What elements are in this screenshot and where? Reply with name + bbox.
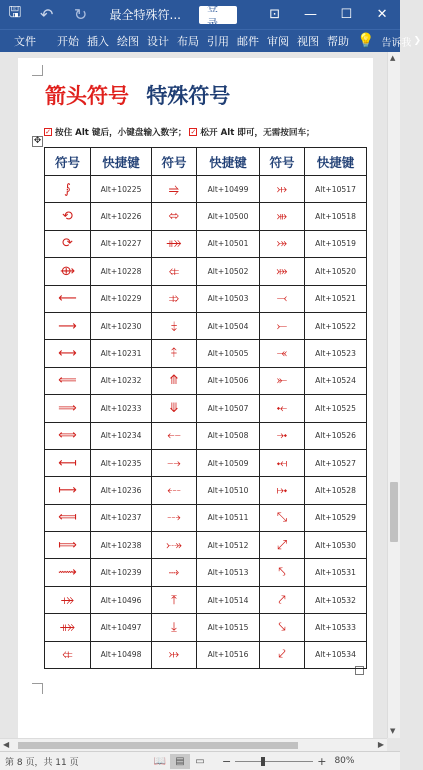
maximize-icon[interactable]: ☐ bbox=[340, 7, 353, 22]
document-title: 最全特殊符... bbox=[109, 8, 181, 22]
shortcut-cell: Alt+10498 bbox=[91, 641, 152, 668]
table-row bbox=[45, 258, 367, 285]
shortcut-cell: Alt+10527 bbox=[305, 449, 367, 476]
shortcut-cell: Alt+10524 bbox=[305, 367, 367, 394]
vertical-scroll-thumb[interactable] bbox=[390, 482, 398, 542]
scroll-right-icon[interactable]: ▶ bbox=[377, 740, 384, 749]
tab-view[interactable]: 视图 bbox=[297, 35, 319, 48]
symbol-cell: ⤡ bbox=[260, 504, 305, 531]
shortcut-cell: Alt+10236 bbox=[91, 477, 152, 504]
zoom-in-icon[interactable]: + bbox=[317, 754, 327, 768]
shortcut-cell: Alt+10234 bbox=[91, 422, 152, 449]
symbol-table bbox=[44, 147, 367, 669]
symbol-cell: ⤐ bbox=[152, 532, 197, 559]
symbol-cell: ⤊ bbox=[152, 367, 197, 394]
symbol-cell: ⟻ bbox=[45, 449, 91, 476]
table-row bbox=[45, 559, 367, 586]
shortcut-cell: Alt+10532 bbox=[305, 586, 367, 613]
scroll-down-icon[interactable]: ▼ bbox=[390, 727, 396, 735]
title-bar bbox=[0, 0, 400, 29]
zoom-slider-thumb[interactable] bbox=[261, 757, 265, 766]
shortcut-cell: Alt+10519 bbox=[305, 230, 367, 257]
table-row bbox=[45, 230, 367, 257]
shortcut-cell: Alt+10525 bbox=[305, 395, 367, 422]
ribbon-collapse-icon[interactable]: ❯ bbox=[413, 36, 421, 46]
page-count[interactable]: 第 8 页，共 11 页 bbox=[5, 757, 79, 768]
table-row bbox=[45, 477, 367, 504]
zoom-out-icon[interactable]: − bbox=[222, 754, 232, 768]
scroll-up-icon[interactable]: ▲ bbox=[390, 54, 396, 62]
instruction-text-1: 按住 Alt 键后，小键盘输入数字； bbox=[55, 128, 187, 138]
symbol-cell: ⤁ bbox=[45, 614, 91, 641]
shortcut-cell: Alt+10239 bbox=[91, 559, 152, 586]
symbol-cell: ⤂ bbox=[152, 258, 197, 285]
table-row bbox=[45, 285, 367, 312]
table-row bbox=[45, 449, 367, 476]
symbol-cell: ⟷ bbox=[45, 340, 91, 367]
table-row bbox=[45, 312, 367, 339]
tab-file[interactable]: 文件 bbox=[14, 35, 36, 48]
shortcut-cell: Alt+10515 bbox=[197, 614, 260, 641]
shortcut-cell: Alt+10514 bbox=[197, 586, 260, 613]
horizontal-scroll-thumb[interactable] bbox=[18, 742, 298, 749]
shortcut-cell: Alt+10237 bbox=[91, 504, 152, 531]
minimize-icon[interactable]: — bbox=[304, 7, 317, 22]
shortcut-cell: Alt+10507 bbox=[197, 395, 260, 422]
symbol-cell: ⟹ bbox=[45, 395, 91, 422]
table-header-row bbox=[45, 148, 367, 176]
shortcut-cell: Alt+10533 bbox=[305, 614, 367, 641]
shortcut-cell: Alt+10510 bbox=[197, 477, 260, 504]
ribbon-tabs bbox=[0, 29, 421, 52]
symbol-cell: ⤗ bbox=[260, 258, 305, 285]
symbol-cell: ⤤ bbox=[260, 586, 305, 613]
tab-review[interactable]: 审阅 bbox=[267, 35, 289, 48]
shortcut-cell: Alt+10235 bbox=[91, 449, 152, 476]
symbol-cell: ⤉ bbox=[152, 340, 197, 367]
heading-arrow-symbols: 箭头符号 bbox=[45, 84, 129, 108]
crop-mark-top-left bbox=[32, 65, 43, 76]
shortcut-cell: Alt+10502 bbox=[197, 258, 260, 285]
shortcut-cell: Alt+10517 bbox=[305, 176, 367, 203]
shortcut-cell: Alt+10531 bbox=[305, 559, 367, 586]
symbol-cell: ⥤ bbox=[152, 176, 197, 203]
checkbox-icon: ✓ bbox=[45, 128, 51, 136]
shortcut-cell: Alt+10526 bbox=[305, 422, 367, 449]
shortcut-cell: Alt+10522 bbox=[305, 312, 367, 339]
header-shortcut: 快捷键 bbox=[197, 148, 260, 176]
tell-me-box[interactable] bbox=[378, 30, 411, 53]
symbol-cell: ⤃ bbox=[152, 285, 197, 312]
symbol-cell: ⤠ bbox=[260, 477, 305, 504]
table-row bbox=[45, 504, 367, 531]
tell-me-label: 告诉我 bbox=[381, 37, 412, 49]
shortcut-cell: Alt+10504 bbox=[197, 312, 260, 339]
shortcut-cell: Alt+10530 bbox=[305, 532, 367, 559]
table-row bbox=[45, 532, 367, 559]
table-move-handle[interactable]: ✥ bbox=[33, 136, 42, 146]
symbol-cell: ⤔ bbox=[260, 176, 305, 203]
scroll-left-icon[interactable]: ◀ bbox=[3, 740, 10, 749]
shortcut-cell: Alt+10513 bbox=[197, 559, 260, 586]
tab-mailings[interactable]: 邮件 bbox=[237, 35, 259, 48]
web-layout-icon[interactable]: ▭ bbox=[195, 755, 205, 767]
shortcut-cell: Alt+10500 bbox=[197, 203, 260, 230]
shortcut-cell: Alt+10503 bbox=[197, 285, 260, 312]
symbol-cell: ⤥ bbox=[260, 614, 305, 641]
shortcut-cell: Alt+10231 bbox=[91, 340, 152, 367]
symbol-cell: ⟽ bbox=[45, 504, 91, 531]
symbol-cell: ⤔ bbox=[152, 641, 197, 668]
shortcut-cell: Alt+10501 bbox=[197, 230, 260, 257]
print-layout-icon[interactable]: ▤ bbox=[170, 754, 190, 769]
shortcut-cell: Alt+10497 bbox=[91, 614, 152, 641]
shortcut-cell: Alt+10233 bbox=[91, 395, 152, 422]
login-button[interactable]: 登录 bbox=[199, 6, 237, 24]
tab-help[interactable]: 帮助 bbox=[327, 35, 349, 48]
shortcut-cell: Alt+10505 bbox=[197, 340, 260, 367]
symbol-cell: ⤁ bbox=[152, 230, 197, 257]
checkbox-icon: ✓ bbox=[190, 128, 197, 136]
table-row bbox=[45, 422, 367, 449]
document-area[interactable] bbox=[0, 52, 387, 738]
shortcut-cell: Alt+10232 bbox=[91, 367, 152, 394]
symbol-cell: ⤖ bbox=[260, 230, 305, 257]
table-row bbox=[45, 176, 367, 203]
symbol-cell: ⤌ bbox=[152, 422, 197, 449]
symbol-cell: ⟳ bbox=[45, 230, 91, 257]
zoom-level[interactable]: 80% bbox=[334, 756, 355, 766]
lightbulb-icon[interactable]: 💡 bbox=[357, 33, 375, 49]
symbol-cell: ⤕ bbox=[260, 203, 305, 230]
symbol-cell: ⟶ bbox=[45, 312, 91, 339]
shortcut-cell: Alt+10523 bbox=[305, 340, 367, 367]
vertical-scrollbar[interactable] bbox=[387, 52, 400, 738]
document-heading bbox=[45, 80, 230, 110]
header-shortcut: 快捷键 bbox=[305, 148, 367, 176]
tab-draw[interactable]: 绘图 bbox=[117, 35, 139, 48]
symbol-cell: ⤞ bbox=[260, 422, 305, 449]
tab-layout[interactable]: 布局 bbox=[177, 35, 199, 48]
heading-special-symbols: 特殊符号 bbox=[146, 84, 231, 108]
table-row bbox=[45, 203, 367, 230]
shortcut-cell: Alt+10509 bbox=[197, 449, 260, 476]
shortcut-cell: Alt+10229 bbox=[91, 285, 152, 312]
tab-insert[interactable]: 插入 bbox=[87, 35, 109, 48]
symbol-cell: ⟵ bbox=[45, 285, 91, 312]
instruction-line bbox=[44, 126, 374, 138]
save-icon[interactable]: 🖫 bbox=[8, 3, 22, 21]
symbol-cell: ⤟ bbox=[260, 449, 305, 476]
table-row bbox=[45, 586, 367, 613]
symbol-cell: ⬄ bbox=[152, 203, 197, 230]
table-row bbox=[45, 614, 367, 641]
symbol-cell: ⤀ bbox=[45, 586, 91, 613]
symbol-cell: ⤙ bbox=[260, 285, 305, 312]
symbol-cell: ⤍ bbox=[152, 449, 197, 476]
shortcut-cell: Alt+10511 bbox=[197, 504, 260, 531]
header-symbol: 符号 bbox=[45, 148, 91, 176]
symbol-cell: ⤣ bbox=[260, 559, 305, 586]
shortcut-cell: Alt+10230 bbox=[91, 312, 152, 339]
document-page[interactable] bbox=[18, 58, 373, 748]
shortcut-cell: Alt+10512 bbox=[197, 532, 260, 559]
instruction-text-2: 松开 Alt 即可，无需按回车； bbox=[200, 128, 315, 138]
symbol-cell: ⟺ bbox=[45, 422, 91, 449]
symbol-cell: ⤚ bbox=[260, 312, 305, 339]
symbol-cell: ⨓ bbox=[45, 176, 91, 203]
symbol-cell: ⟲ bbox=[45, 203, 91, 230]
symbol-cell: ⤓ bbox=[152, 614, 197, 641]
shortcut-cell: Alt+10506 bbox=[197, 367, 260, 394]
redo-icon[interactable]: ↻ bbox=[73, 5, 88, 24]
symbol-cell: ⟿ bbox=[45, 559, 91, 586]
header-shortcut: 快捷键 bbox=[91, 148, 152, 176]
crop-mark-bottom-left bbox=[32, 683, 43, 694]
symbol-cell: ⤒ bbox=[152, 586, 197, 613]
shortcut-cell: Alt+10228 bbox=[91, 258, 152, 285]
shortcut-cell: Alt+10496 bbox=[91, 586, 152, 613]
read-mode-icon[interactable]: 📖 bbox=[153, 755, 167, 767]
symbol-cell: ⤝ bbox=[260, 395, 305, 422]
ribbon-display-icon[interactable]: ⊡ bbox=[269, 7, 281, 22]
header-symbol: 符号 bbox=[260, 148, 305, 176]
shortcut-cell: Alt+10529 bbox=[305, 504, 367, 531]
table-row bbox=[45, 395, 367, 422]
shortcut-cell: Alt+10226 bbox=[91, 203, 152, 230]
tab-references[interactable]: 引用 bbox=[207, 35, 229, 48]
symbol-cell: ⟴ bbox=[45, 258, 91, 285]
horizontal-scrollbar[interactable] bbox=[0, 738, 387, 751]
table-row bbox=[45, 641, 367, 668]
symbol-cell: ⤢ bbox=[260, 532, 305, 559]
symbol-cell: ⤈ bbox=[152, 312, 197, 339]
shortcut-cell: Alt+10499 bbox=[197, 176, 260, 203]
shortcut-cell: Alt+10528 bbox=[305, 477, 367, 504]
symbol-cell: ⤂ bbox=[45, 641, 91, 668]
table-row bbox=[45, 340, 367, 367]
symbol-cell: ⤏ bbox=[152, 504, 197, 531]
shortcut-cell: Alt+10534 bbox=[305, 641, 367, 668]
symbol-cell: ⤦ bbox=[260, 641, 305, 668]
shortcut-cell: Alt+10516 bbox=[197, 641, 260, 668]
shortcut-cell: Alt+10520 bbox=[305, 258, 367, 285]
status-bar bbox=[0, 751, 400, 770]
shortcut-cell: Alt+10518 bbox=[305, 203, 367, 230]
tab-home[interactable]: 开始 bbox=[57, 35, 79, 48]
symbol-cell: ⤜ bbox=[260, 367, 305, 394]
shortcut-cell: Alt+10521 bbox=[305, 285, 367, 312]
symbol-cell: ⤎ bbox=[152, 477, 197, 504]
close-icon[interactable]: ✕ bbox=[376, 7, 388, 22]
zoom-slider[interactable] bbox=[235, 761, 313, 762]
header-symbol: 符号 bbox=[152, 148, 197, 176]
symbol-cell: ⤋ bbox=[152, 395, 197, 422]
shortcut-cell: Alt+10225 bbox=[91, 176, 152, 203]
shortcut-cell: Alt+10238 bbox=[91, 532, 152, 559]
symbol-cell: ⤑ bbox=[152, 559, 197, 586]
shortcut-cell: Alt+10227 bbox=[91, 230, 152, 257]
symbol-cell: ⟼ bbox=[45, 477, 91, 504]
symbol-cell: ⟾ bbox=[45, 532, 91, 559]
shortcut-cell: Alt+10508 bbox=[197, 422, 260, 449]
table-row bbox=[45, 367, 367, 394]
undo-icon[interactable]: ↶ bbox=[40, 5, 54, 24]
symbol-cell: ⤛ bbox=[260, 340, 305, 367]
symbol-cell: ⟸ bbox=[45, 367, 91, 394]
tab-design[interactable]: 设计 bbox=[147, 35, 169, 48]
